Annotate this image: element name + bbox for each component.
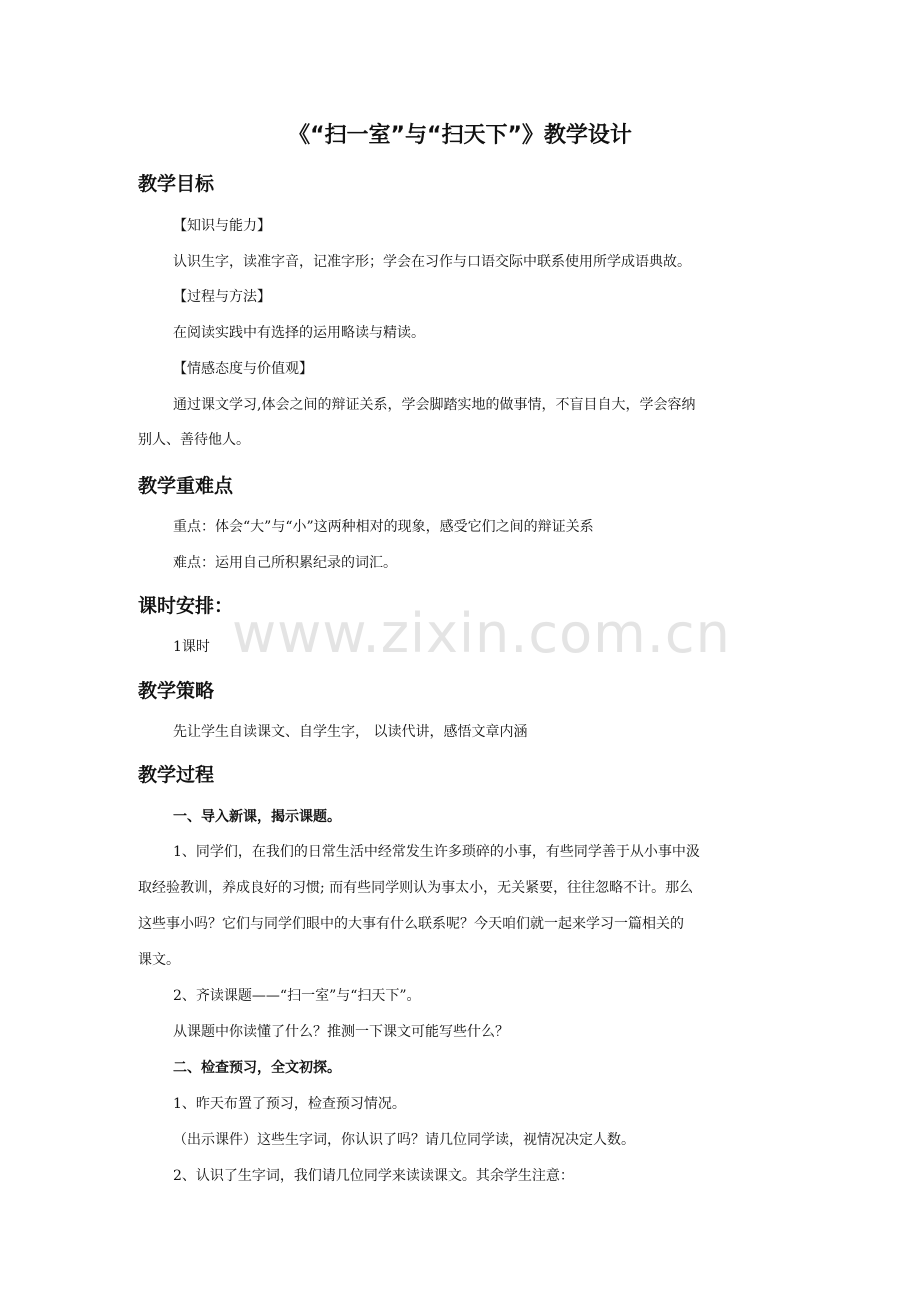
paragraph-knowledge-ability: 认识生字，读准字音，记准字形；学会在习作与口语交际中联系使用所学成语典故。	[173, 254, 691, 270]
paragraph-vocabulary: （出示课件）这些生字词，你认识了吗？请几位同学读，视情况决定人数。	[173, 1132, 635, 1148]
paragraph-focus: 重点：体会“大”与“小”这两种相对的现象，感受它们之间的辩证关系	[173, 519, 594, 535]
paragraph-title-question: 从课题中你读懂了什么？推测一下课文可能写些什么？	[173, 1024, 509, 1040]
paragraph-difficulty: 难点：运用自己所积累纪录的词汇。	[173, 555, 397, 571]
paragraph-intro-line4: 课文。	[138, 952, 180, 968]
heading-teaching-goals: 教学目标	[138, 173, 215, 195]
heading-strategy: 教学策略	[138, 680, 215, 702]
watermark: www.zixin.com.cn	[232, 602, 731, 665]
paragraph-process-method: 在阅读实践中有选择的运用略读与精读。	[173, 325, 425, 341]
paragraph-emotion-values-line1: 通过课文学习,体会之间的辩证关系，学会脚踏实地的做事情，不盲目自大，学会容纳	[173, 397, 696, 413]
label-process-method: 【过程与方法】	[173, 289, 271, 305]
paragraph-read-title: 2、齐读课题——“扫一室”与“扫天下”。	[173, 988, 421, 1004]
subheading-part1: 一、导入新课，揭示课题。	[173, 809, 341, 825]
paragraph-intro-line3: 这些事小吗？它们与同学们眼中的大事有什么联系呢？今天咱们就一起来学习一篇相关的	[138, 916, 684, 932]
paragraph-check-preview: 1、昨天布置了预习，检查预习情况。	[173, 1096, 406, 1112]
paragraph-intro-line1: 1、同学们，在我们的日常生活中经常发生许多琐碎的小事，有些同学善于从小事中汲	[173, 844, 700, 860]
label-knowledge-ability: 【知识与能力】	[173, 218, 271, 234]
heading-schedule: 课时安排：	[138, 595, 234, 617]
paragraph-read-text: 2、认识了生字词，我们请几位同学来读读课文。其余学生注意：	[173, 1168, 574, 1184]
label-emotion-values: 【情感态度与价值观】	[173, 361, 313, 377]
paragraph-strategy: 先让学生自读课文、自学生字， 以读代讲，感悟文章内涵	[173, 724, 528, 740]
document-title: 《“扫一室”与“扫天下”》教学设计	[288, 123, 632, 148]
paragraph-intro-line2: 取经验教训，养成良好的习惯; 而有些同学则认为事太小，无关紧要，往往忽略不计。那么	[138, 880, 694, 896]
heading-teaching-process: 教学过程	[138, 764, 215, 786]
subheading-part2: 二、检查预习，全文初探。	[173, 1060, 341, 1076]
paragraph-emotion-values-line2: 别人、善待他人。	[138, 432, 250, 448]
paragraph-schedule: 1课时	[173, 639, 210, 655]
heading-key-points: 教学重难点	[138, 475, 234, 497]
